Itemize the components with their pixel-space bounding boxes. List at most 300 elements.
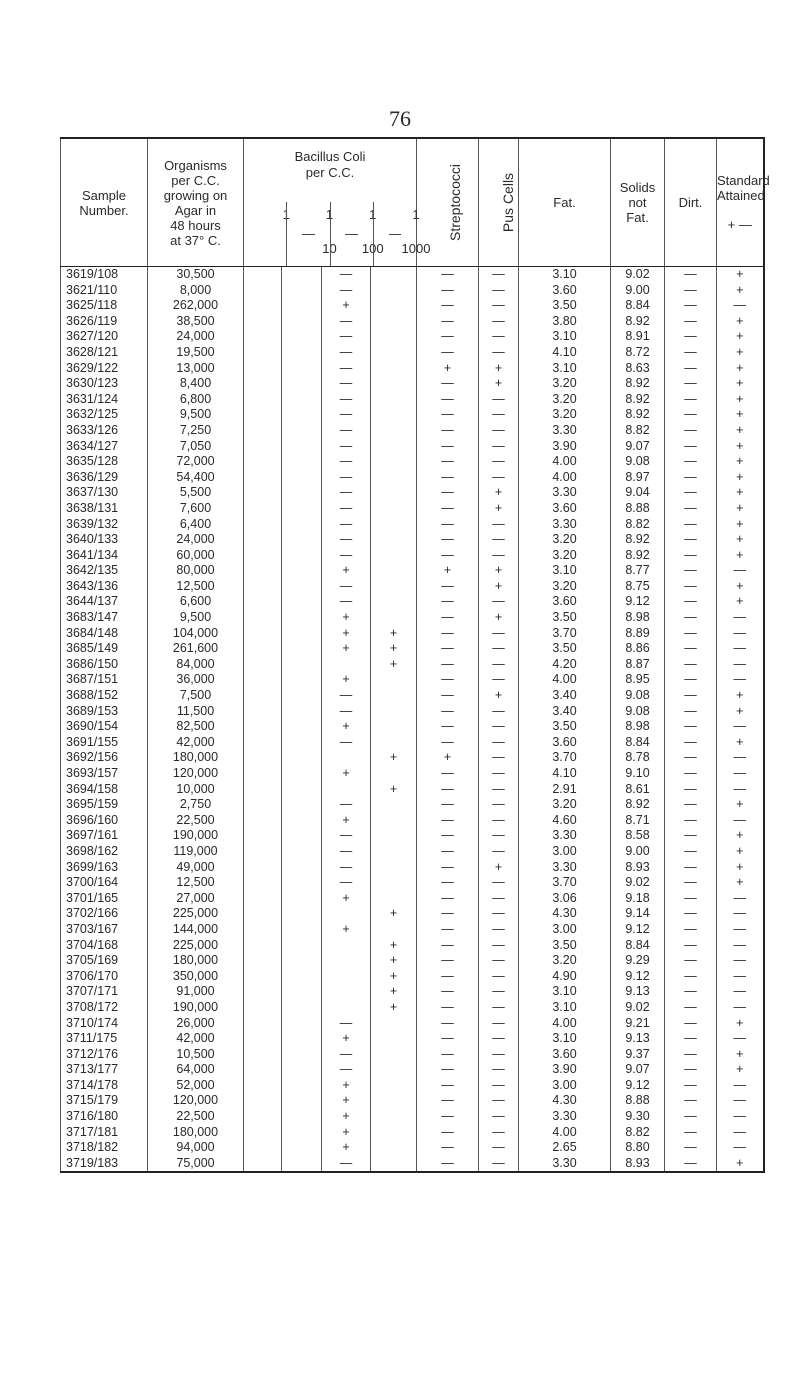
cell-streptococci: —: [417, 984, 479, 1000]
cell-streptococci: —: [417, 719, 479, 735]
cell-bacillus-100: +: [322, 563, 371, 579]
cell-fat: 4.20: [519, 657, 611, 673]
cell-standard: —: [717, 766, 764, 782]
cell-bacillus-1: [244, 454, 282, 470]
cell-solids-not-fat: 8.63: [611, 361, 665, 377]
cell-streptococci: —: [417, 1093, 479, 1109]
header-streptococci: Streptococci: [417, 138, 479, 267]
cell-bacillus-100: —: [322, 532, 371, 548]
cell-bacillus-100: [322, 1000, 371, 1016]
cell-bacillus-1: [244, 392, 282, 408]
cell-bacillus-1: [244, 361, 282, 377]
cell-bacillus-100: +: [322, 813, 371, 829]
cell-fat: 4.00: [519, 454, 611, 470]
cell-bacillus-100: —: [322, 1016, 371, 1032]
cell-bacillus-1000: [371, 1156, 417, 1173]
cell-organisms: 10,500: [148, 1047, 244, 1063]
cell-bacillus-1: [244, 329, 282, 345]
cell-fat: 3.10: [519, 984, 611, 1000]
table-row: [61, 298, 764, 314]
cell-dirt: —: [665, 626, 717, 642]
cell-organisms: 82,500: [148, 719, 244, 735]
cell-sample-number: 3635/128: [61, 454, 148, 470]
cell-streptococci: —: [417, 828, 479, 844]
table-row: [61, 704, 764, 720]
cell-standard: —: [717, 1109, 764, 1125]
cell-organisms: 120,000: [148, 766, 244, 782]
cell-dirt: —: [665, 517, 717, 533]
cell-fat: 3.20: [519, 797, 611, 813]
cell-streptococci: —: [417, 735, 479, 751]
cell-fat: 3.50: [519, 610, 611, 626]
cell-organisms: 225,000: [148, 906, 244, 922]
cell-standard: +: [717, 844, 764, 860]
cell-bacillus-1000: +: [371, 969, 417, 985]
cell-streptococci: —: [417, 766, 479, 782]
cell-sample-number: 3704/168: [61, 938, 148, 954]
header-solids-not-fat: Solids not Fat.: [611, 138, 665, 267]
cell-bacillus-100: —: [322, 1062, 371, 1078]
cell-dirt: —: [665, 267, 717, 283]
cell-bacillus-1: [244, 828, 282, 844]
cell-fat: 4.30: [519, 1093, 611, 1109]
cell-bacillus-1000: [371, 345, 417, 361]
cell-bacillus-10: [282, 1047, 322, 1063]
cell-bacillus-1: [244, 345, 282, 361]
cell-dirt: —: [665, 672, 717, 688]
cell-organisms: 12,500: [148, 579, 244, 595]
cell-pus-cells: —: [479, 517, 519, 533]
cell-pus-cells: —: [479, 407, 519, 423]
cell-sample-number: 3683/147: [61, 610, 148, 626]
cell-fat: 3.90: [519, 439, 611, 455]
cell-sample-number: 3714/178: [61, 1078, 148, 1094]
cell-fat: 4.00: [519, 1125, 611, 1141]
cell-standard: —: [717, 906, 764, 922]
cell-bacillus-1: [244, 1016, 282, 1032]
cell-pus-cells: —: [479, 641, 519, 657]
cell-solids-not-fat: 8.93: [611, 1156, 665, 1173]
table-row: [61, 782, 764, 798]
cell-solids-not-fat: 8.92: [611, 392, 665, 408]
cell-pus-cells: —: [479, 719, 519, 735]
cell-bacillus-100: —: [322, 283, 371, 299]
cell-sample-number: 3685/149: [61, 641, 148, 657]
cell-solids-not-fat: 9.18: [611, 891, 665, 907]
cell-fat: 4.10: [519, 766, 611, 782]
cell-fat: 3.60: [519, 735, 611, 751]
table-row: [61, 1140, 764, 1156]
cell-bacillus-1: [244, 517, 282, 533]
cell-bacillus-1: [244, 423, 282, 439]
cell-organisms: 6,600: [148, 594, 244, 610]
cell-standard: —: [717, 938, 764, 954]
cell-fat: 2.65: [519, 1140, 611, 1156]
cell-organisms: 72,000: [148, 454, 244, 470]
cell-bacillus-10: [282, 688, 322, 704]
cell-bacillus-1: [244, 501, 282, 517]
cell-streptococci: —: [417, 485, 479, 501]
table-row: [61, 579, 764, 595]
cell-dirt: —: [665, 719, 717, 735]
cell-bacillus-1000: [371, 563, 417, 579]
table-row: [61, 517, 764, 533]
cell-bacillus-1: [244, 938, 282, 954]
cell-bacillus-1000: [371, 672, 417, 688]
cell-streptococci: —: [417, 594, 479, 610]
cell-solids-not-fat: 9.13: [611, 1031, 665, 1047]
cell-bacillus-10: [282, 376, 322, 392]
cell-fat: 3.10: [519, 267, 611, 283]
cell-fat: 3.60: [519, 501, 611, 517]
cell-sample-number: 3633/126: [61, 423, 148, 439]
cell-organisms: 24,000: [148, 329, 244, 345]
cell-solids-not-fat: 8.95: [611, 672, 665, 688]
cell-bacillus-1000: [371, 485, 417, 501]
table-row: [61, 1109, 764, 1125]
cell-pus-cells: —: [479, 594, 519, 610]
cell-sample-number: 3696/160: [61, 813, 148, 829]
cell-standard: —: [717, 953, 764, 969]
cell-pus-cells: —: [479, 1078, 519, 1094]
cell-standard: —: [717, 641, 764, 657]
cell-solids-not-fat: 8.89: [611, 626, 665, 642]
cell-dirt: —: [665, 688, 717, 704]
table-row: [61, 922, 764, 938]
cell-organisms: 261,600: [148, 641, 244, 657]
cell-bacillus-100: [322, 750, 371, 766]
cell-solids-not-fat: 8.84: [611, 298, 665, 314]
cell-organisms: 75,000: [148, 1156, 244, 1173]
cell-bacillus-10: [282, 719, 322, 735]
cell-bacillus-1000: +: [371, 938, 417, 954]
cell-organisms: 7,050: [148, 439, 244, 455]
cell-organisms: 144,000: [148, 922, 244, 938]
cell-bacillus-10: [282, 1140, 322, 1156]
cell-bacillus-1000: +: [371, 657, 417, 673]
cell-bacillus-100: —: [322, 314, 371, 330]
cell-bacillus-10: [282, 267, 322, 283]
cell-streptococci: —: [417, 969, 479, 985]
cell-bacillus-1000: [371, 501, 417, 517]
cell-standard: +: [717, 704, 764, 720]
cell-solids-not-fat: 8.58: [611, 828, 665, 844]
cell-streptococci: —: [417, 454, 479, 470]
cell-solids-not-fat: 8.91: [611, 329, 665, 345]
cell-solids-not-fat: 8.97: [611, 470, 665, 486]
cell-bacillus-1: [244, 267, 282, 283]
cell-pus-cells: +: [479, 485, 519, 501]
cell-fat: 3.20: [519, 376, 611, 392]
cell-bacillus-10: [282, 407, 322, 423]
table-row: [61, 875, 764, 891]
cell-sample-number: 3642/135: [61, 563, 148, 579]
cell-solids-not-fat: 8.87: [611, 657, 665, 673]
cell-sample-number: 3640/133: [61, 532, 148, 548]
cell-dirt: —: [665, 470, 717, 486]
cell-organisms: 94,000: [148, 1140, 244, 1156]
cell-bacillus-1000: [371, 361, 417, 377]
cell-fat: 3.20: [519, 532, 611, 548]
cell-fat: 3.70: [519, 875, 611, 891]
cell-bacillus-1: [244, 672, 282, 688]
cell-pus-cells: —: [479, 314, 519, 330]
cell-sample-number: 3619/108: [61, 267, 148, 283]
cell-solids-not-fat: 8.61: [611, 782, 665, 798]
cell-dirt: —: [665, 1078, 717, 1094]
cell-pus-cells: —: [479, 532, 519, 548]
cell-dirt: —: [665, 392, 717, 408]
cell-fat: 3.90: [519, 1062, 611, 1078]
cell-pus-cells: —: [479, 813, 519, 829]
cell-streptococci: —: [417, 1062, 479, 1078]
cell-sample-number: 3627/120: [61, 329, 148, 345]
cell-bacillus-1: [244, 969, 282, 985]
cell-bacillus-100: —: [322, 501, 371, 517]
cell-streptococci: —: [417, 610, 479, 626]
cell-bacillus-100: +: [322, 1031, 371, 1047]
cell-bacillus-10: [282, 1016, 322, 1032]
cell-dirt: —: [665, 439, 717, 455]
cell-organisms: 2,750: [148, 797, 244, 813]
cell-pus-cells: —: [479, 283, 519, 299]
cell-pus-cells: +: [479, 376, 519, 392]
cell-pus-cells: —: [479, 750, 519, 766]
cell-standard: —: [717, 969, 764, 985]
cell-pus-cells: +: [479, 501, 519, 517]
cell-streptococci: —: [417, 1016, 479, 1032]
cell-bacillus-100: +: [322, 719, 371, 735]
cell-streptococci: —: [417, 517, 479, 533]
table-row: [61, 750, 764, 766]
cell-fat: 3.30: [519, 1109, 611, 1125]
cell-bacillus-100: +: [322, 298, 371, 314]
cell-bacillus-1: [244, 1000, 282, 1016]
table-row: [61, 532, 764, 548]
cell-organisms: 42,000: [148, 1031, 244, 1047]
cell-pus-cells: —: [479, 329, 519, 345]
cell-fat: 3.80: [519, 314, 611, 330]
cell-streptococci: —: [417, 657, 479, 673]
cell-bacillus-100: [322, 782, 371, 798]
cell-bacillus-10: [282, 750, 322, 766]
cell-bacillus-1: [244, 1047, 282, 1063]
table-row: [61, 392, 764, 408]
cell-bacillus-10: [282, 766, 322, 782]
cell-bacillus-1: [244, 844, 282, 860]
cell-bacillus-1: [244, 782, 282, 798]
cell-pus-cells: —: [479, 1047, 519, 1063]
cell-fat: 4.00: [519, 470, 611, 486]
table-row: [61, 329, 764, 345]
cell-sample-number: 3630/123: [61, 376, 148, 392]
cell-dirt: —: [665, 501, 717, 517]
cell-sample-number: 3625/118: [61, 298, 148, 314]
cell-sample-number: 3705/169: [61, 953, 148, 969]
cell-bacillus-100: —: [322, 704, 371, 720]
cell-streptococci: —: [417, 1109, 479, 1125]
cell-organisms: 8,000: [148, 283, 244, 299]
cell-pus-cells: +: [479, 361, 519, 377]
header-bacillus-coli: Bacillus Coli per C.C. 1 1 10 1 100 1 1000: [244, 138, 417, 267]
cell-streptococci: —: [417, 953, 479, 969]
cell-bacillus-1: [244, 1109, 282, 1125]
cell-bacillus-1000: [371, 1140, 417, 1156]
cell-fat: 3.60: [519, 283, 611, 299]
cell-pus-cells: —: [479, 1016, 519, 1032]
cell-solids-not-fat: 9.00: [611, 844, 665, 860]
cell-standard: —: [717, 298, 764, 314]
cell-pus-cells: —: [479, 1000, 519, 1016]
cell-dirt: —: [665, 579, 717, 595]
cell-pus-cells: +: [479, 579, 519, 595]
cell-bacillus-1: [244, 860, 282, 876]
cell-standard: +: [717, 860, 764, 876]
cell-streptococci: —: [417, 688, 479, 704]
cell-standard: +: [717, 329, 764, 345]
cell-dirt: —: [665, 922, 717, 938]
cell-bacillus-10: [282, 922, 322, 938]
cell-bacillus-1000: [371, 828, 417, 844]
cell-bacillus-100: —: [322, 594, 371, 610]
cell-pus-cells: —: [479, 672, 519, 688]
cell-bacillus-10: [282, 1078, 322, 1094]
cell-standard: +: [717, 517, 764, 533]
cell-bacillus-10: [282, 626, 322, 642]
cell-bacillus-100: +: [322, 922, 371, 938]
cell-standard: —: [717, 1093, 764, 1109]
cell-organisms: 26,000: [148, 1016, 244, 1032]
cell-standard: —: [717, 672, 764, 688]
cell-bacillus-1: [244, 875, 282, 891]
cell-sample-number: 3694/158: [61, 782, 148, 798]
cell-bacillus-1: [244, 470, 282, 486]
cell-streptococci: —: [417, 579, 479, 595]
cell-bacillus-100: —: [322, 485, 371, 501]
header-bacillus-100: 1 100: [330, 202, 373, 266]
table-row: [61, 485, 764, 501]
cell-sample-number: 3712/176: [61, 1047, 148, 1063]
cell-pus-cells: —: [479, 423, 519, 439]
cell-streptococci: —: [417, 626, 479, 642]
cell-standard: —: [717, 984, 764, 1000]
cell-bacillus-10: [282, 532, 322, 548]
cell-bacillus-100: [322, 906, 371, 922]
cell-organisms: 5,500: [148, 485, 244, 501]
cell-organisms: 9,500: [148, 610, 244, 626]
cell-organisms: 7,600: [148, 501, 244, 517]
header-pus-cells: Pus Cells: [479, 138, 519, 267]
cell-bacillus-10: [282, 501, 322, 517]
table-row: [61, 1000, 764, 1016]
cell-bacillus-1000: [371, 688, 417, 704]
cell-bacillus-10: [282, 813, 322, 829]
cell-bacillus-100: —: [322, 423, 371, 439]
table-row: [61, 672, 764, 688]
cell-bacillus-10: [282, 1062, 322, 1078]
cell-fat: 3.60: [519, 594, 611, 610]
cell-bacillus-1000: [371, 704, 417, 720]
cell-sample-number: 3699/163: [61, 860, 148, 876]
cell-standard: +: [717, 314, 764, 330]
cell-bacillus-1: [244, 314, 282, 330]
cell-solids-not-fat: 8.84: [611, 938, 665, 954]
cell-streptococci: —: [417, 314, 479, 330]
cell-bacillus-1: [244, 532, 282, 548]
cell-dirt: —: [665, 1047, 717, 1063]
table-row: [61, 938, 764, 954]
cell-dirt: —: [665, 454, 717, 470]
cell-standard: —: [717, 1140, 764, 1156]
cell-bacillus-1000: [371, 329, 417, 345]
cell-bacillus-1: [244, 1140, 282, 1156]
cell-organisms: 350,000: [148, 969, 244, 985]
cell-bacillus-1000: +: [371, 750, 417, 766]
table-row: [61, 891, 764, 907]
cell-solids-not-fat: 9.07: [611, 1062, 665, 1078]
cell-bacillus-1: [244, 1031, 282, 1047]
cell-organisms: 180,000: [148, 1125, 244, 1141]
cell-streptococci: —: [417, 938, 479, 954]
cell-standard: +: [717, 501, 764, 517]
cell-sample-number: 3692/156: [61, 750, 148, 766]
cell-dirt: —: [665, 938, 717, 954]
cell-sample-number: 3631/124: [61, 392, 148, 408]
table-row: [61, 345, 764, 361]
cell-fat: 3.20: [519, 407, 611, 423]
cell-bacillus-10: [282, 875, 322, 891]
table-row: [61, 454, 764, 470]
cell-solids-not-fat: 9.14: [611, 906, 665, 922]
cell-standard: —: [717, 750, 764, 766]
cell-bacillus-10: [282, 579, 322, 595]
table-body: [61, 267, 764, 1173]
cell-bacillus-10: [282, 470, 322, 486]
cell-streptococci: —: [417, 922, 479, 938]
cell-streptococci: —: [417, 548, 479, 564]
cell-standard: +: [717, 439, 764, 455]
cell-solids-not-fat: 8.88: [611, 1093, 665, 1109]
cell-bacillus-1000: [371, 298, 417, 314]
cell-bacillus-10: [282, 548, 322, 564]
cell-standard: —: [717, 1000, 764, 1016]
cell-bacillus-10: [282, 610, 322, 626]
cell-bacillus-1: [244, 704, 282, 720]
cell-bacillus-1: [244, 922, 282, 938]
cell-bacillus-10: [282, 1125, 322, 1141]
cell-solids-not-fat: 9.02: [611, 267, 665, 283]
cell-organisms: 36,000: [148, 672, 244, 688]
cell-bacillus-1000: [371, 1125, 417, 1141]
cell-streptococci: —: [417, 423, 479, 439]
cell-bacillus-100: —: [322, 844, 371, 860]
cell-pus-cells: —: [479, 875, 519, 891]
cell-pus-cells: —: [479, 657, 519, 673]
cell-bacillus-1: [244, 298, 282, 314]
cell-sample-number: 3644/137: [61, 594, 148, 610]
cell-bacillus-10: [282, 1156, 322, 1173]
header-organisms: Organisms per C.C. growing on Agar in 48 hours at 37° C.: [148, 138, 244, 267]
cell-pus-cells: —: [479, 439, 519, 455]
cell-bacillus-10: [282, 672, 322, 688]
cell-fat: 3.00: [519, 922, 611, 938]
cell-standard: +: [717, 579, 764, 595]
cell-bacillus-1000: [371, 922, 417, 938]
cell-bacillus-1: [244, 594, 282, 610]
cell-pus-cells: +: [479, 860, 519, 876]
cell-bacillus-1: [244, 283, 282, 299]
cell-fat: 3.30: [519, 517, 611, 533]
